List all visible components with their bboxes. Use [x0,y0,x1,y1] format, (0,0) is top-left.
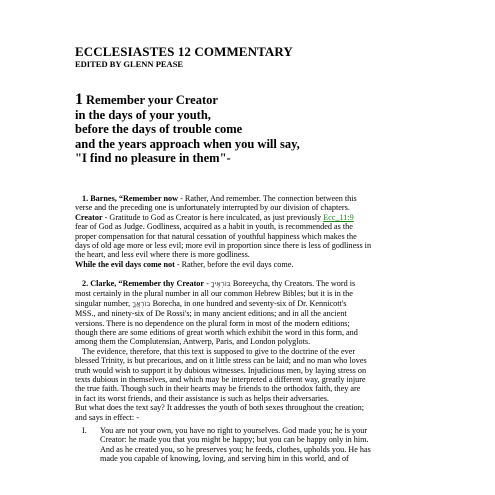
list-item: I. You are not your own, you have no right to yourselves. God made you; he is your Creator: he made you that you might be happy; but you can be happy only in him. And as he created you, so he preserves you; he feeds, clothes, upholds you. He has made you capable of knowing, loving, and serving him in this world, and of [82,426,371,464]
clarke-commentary: 2. Clarke, “Remember thy Creator - בּוֹרְאֶיךָ Boreeycha, thy Creators. The word is most certainly in the plural number in all our common Hebrew Bibles; but it is in the singular number, בּוֹרְאֲךָ Borecha, in one hundred and seventy-six of Dr. Kennicott's MSS., and ninety-six of De Rossi's; in many ancient editions; and in all the ancient versions. There is no dependence on the plural form in most of the modern editions; though there are some editions of great worth which exhibit the word in this form, and among them the Complutensian, Antwerp, Paris, and London polyglots. The evidence, therefore, that this text is supposed to give to the doctrine of the ever blessed Trinity, is but precarious, and on it little stress can be laid; and no man who loves truth would wish to support it by dubious witnesses. Injudicious men, by laying stress on texts dubious in themselves, and which may be interpreted a different way, greatly injure the true faith. Though such in their hearts may be friends to the orthodox faith, they are in fact its worst friends, and their assistance is such as helps their adversaries. But what does the text say? It addresses the youth of both sexes throughout the creation; and says in effect: - [75,279,420,422]
verse-number: 1 [75,91,83,108]
page-subtitle: EDITED BY GLENN PEASE [75,59,184,69]
hebrew-word: בּוֹרְאֶיךָ [210,280,231,288]
verse-text [75,93,300,166]
verse-line: before the days of trouble come [75,122,243,137]
barnes-commentary: 1. Barnes, “Remember now - Rather, And remember. The connection between this verse and the preceding one is unfortunately interrupted by our division of chapters. Creator - Gratitude to God as Creator is here inculcated, as just previously Ecc_11:9 fear of God as Judge. Godliness, acquired as a habit in youth, is recommended as the proper compensation for that natural cessation of youthful happiness which makes the days of old age more or less evil; more evil in proportion since there is less of godliness in the heart, and less evil where there is more godliness. While the evil days come not - Rather, before the evil days come. [75,194,420,269]
verse-line: and the years approach when you will say, [75,136,300,151]
list-marker: I. [82,426,87,435]
clarke-lead: 2. Clarke, “Remember thy Creator - בּוֹרְאֶיךָ Boreeycha, thy Creators. The word is [82,279,356,288]
page-title: ECCLESIASTES 12 COMMENTARY [75,44,293,59]
while-note: While the evil days come not - Rather, before the evil days come. [75,259,294,269]
creator-note: Creator - Gratitude to God as Creator is here inculcated, as just previously Ecc_11:9 [75,212,354,222]
scripture-link[interactable]: Ecc_11:9 [323,212,354,222]
barnes-lead: 1. Barnes, “Remember now - Rather, And remember. The connection between this [82,194,357,203]
verse-line: in the days of your youth, [75,107,211,122]
verse-line: 1 Remember your Creator [75,91,218,108]
verse-line: "I find no pleasure in them"- [75,151,231,166]
hebrew-word: בּוֹרְאֲךָ [132,299,151,308]
